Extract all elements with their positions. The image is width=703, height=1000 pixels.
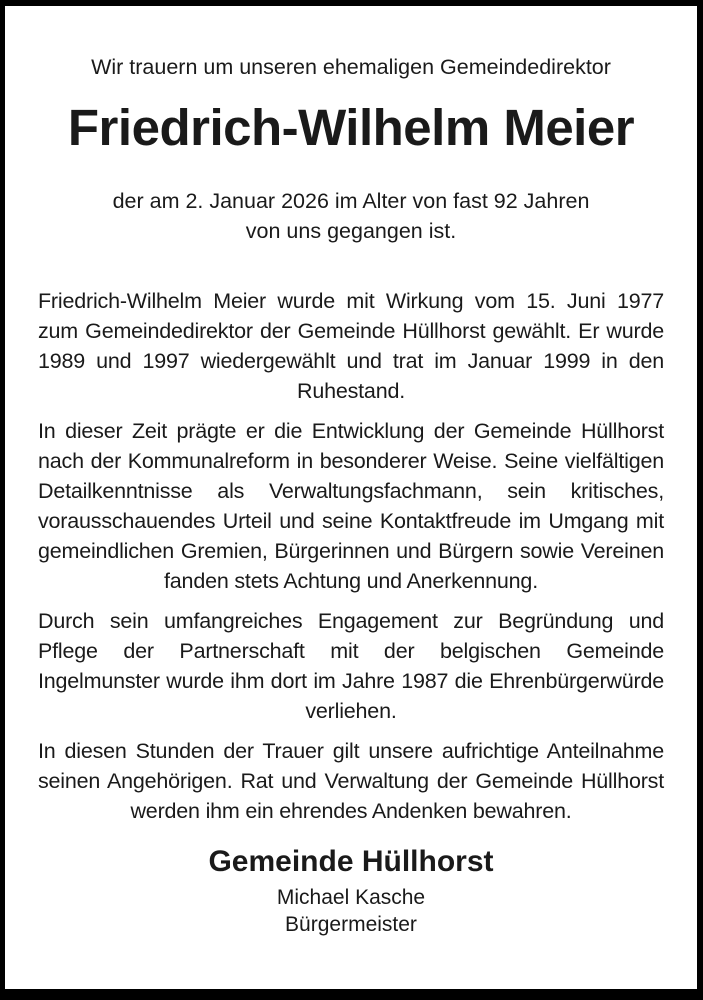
obituary-content — [5, 6, 697, 989]
signature-organization: Gemeinde Hüllhorst — [208, 845, 494, 878]
deceased-name: Friedrich-Wilhelm Meier — [67, 99, 635, 156]
obituary-paragraph-condolence: In diesen Stunden der Trauer gilt unsere aufrichtige Anteilnahme seinen Angehörigen. Rat und Verwaltung der Gemeinde Hüllhorst werden ihm ein ehrendes Andenken bewahren. — [38, 739, 664, 823]
intro-line: Wir trauern um unseren ehemaligen Gemeindedirektor — [91, 55, 611, 79]
obituary-paragraph-career: Friedrich-Wilhelm Meier wurde mit Wirkung vom 15. Juni 1977 zum Gemeindedirektor der Gemeinde Hüllhorst gewählt. Er wurde 1989 und 1997 wiedergewählt und trat im Januar 1999 in den Ruhestand. — [38, 289, 664, 403]
obituary-paragraph-achievements: In dieser Zeit prägte er die Entwicklung der Gemeinde Hüllhorst nach der Kommunalreform in besonderer Weise. Seine vielfältigen Detailkenntnisse als Verwaltungsfachmann, sein kritisches, vorausschauendes Urteil und seine Kontaktfreude im Umgang mit gemeindlichen Gremien, Bürgerinnen und Bürgern sowie Vereinen fanden stets Achtung und Anerkennung. — [38, 419, 664, 593]
signature-person-name: Michael Kasche — [276, 886, 426, 909]
obituary-paragraph-partnership: Durch sein umfangreiches Engagement zur Begründung und Pflege der Partnerschaft mit der belgischen Gemeinde Ingelmunster wurde ihm dort im Jahre 1987 die Ehrenbürgerwürde verliehen. — [38, 609, 664, 723]
death-statement — [38, 186, 664, 246]
signature-person-title: Bürgermeister — [285, 913, 417, 936]
death-statement-line-2: von uns gegangen ist. — [245, 219, 457, 243]
death-statement-line-1: der am 2. Januar 2026 im Alter von fast 92 Jahren — [112, 189, 590, 213]
